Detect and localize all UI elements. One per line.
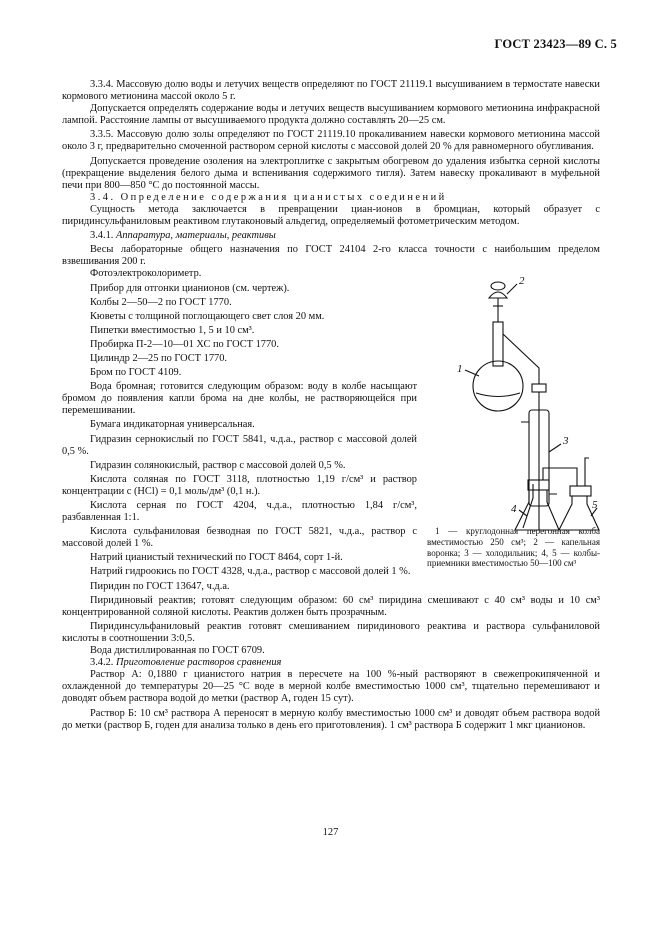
distillation-apparatus-drawing [427, 272, 600, 532]
leader-line-2 [507, 284, 517, 294]
figure-label-3: 3 [563, 435, 569, 448]
list-item: Цилиндр 2—25 по ГОСТ 1770. [90, 352, 228, 364]
paragraph-3-3-5: 3.3.5. Массовую долю золы определяют по ГОСТ 21119.10 прокаливанием навески кормового метионина массой около 3 г, предварительно смоченной раствором серной кислоты с массовой долей 20 % для равномерного обугливания. [62, 129, 600, 153]
list-item: Фотоэлектроколориметр. [90, 268, 202, 280]
figure-caption [427, 526, 600, 568]
section-3-4-1-number: 3.4.1. [90, 230, 114, 242]
list-item: Пиридин по ГОСТ 13647, ч.д.а. [90, 580, 230, 592]
condenser-top-joint [532, 384, 546, 392]
list-item: Бумага индикаторная универсальная. [90, 419, 255, 431]
paragraph-method-essence: Сущность метода заключается в превращении циан-ионов в бромциан, который образует с пиридинсульфаниловым реактивом глутаконовый альдегид, определяемый фотометрическим методом. [62, 203, 600, 228]
list-item: Гидразин сернокислый по ГОСТ 5841, ч.д.а., раствор с массовой долей 0,5 %. [62, 433, 417, 457]
list-item: Прибор для отгонки цианионов (см. чертеж). [90, 282, 290, 294]
section-3-4-2-number: 3.4.2. [90, 657, 114, 669]
round-bottom-flask [473, 361, 523, 411]
funnel-stopper [491, 282, 505, 290]
list-item: Вода бромная; готовится следующим образом: воду в колбе насыщают бромом до появления капли брома на дне колбы, не растворяющейся при перемешивании. [62, 381, 417, 417]
section-3-4-1-title: Аппаратура, материалы, реактивы [116, 230, 276, 242]
list-item: Гидразин солянокислый, раствор с массовой долей 0,5 %. [90, 459, 346, 471]
list-item: Кислота соляная по ГОСТ 3118, плотностью 1,19 г/см³ и раствор концентрации c (HCl) = 0,1 моль/дм³ (0,1 н.). [62, 473, 417, 497]
paragraph-allowed-ir: Допускается определять содержание воды и летучих веществ высушиванием кормового метионина инфракрасной лампой. Расстояние лампы от высушиваемого продукта должно составлять 20—25 см. [62, 103, 600, 127]
running-header: ГОСТ 23423—89 С. 5 [494, 37, 617, 51]
section-3-4-2-title: Приготовление растворов сравнения [116, 657, 282, 669]
list-item: Кислота серная по ГОСТ 4204, ч.д.а., плотностью 1,84 г/см³, разбавленная 1:1. [62, 500, 417, 524]
flask-liquid-level [476, 393, 520, 397]
list-item: Кюветы с толщиной поглощающего свет слоя 20 мм. [90, 310, 325, 322]
figure-label-1: 1 [457, 363, 463, 376]
paragraph-pyridine-sulfanil: Пиридинсульфаниловый реактив готовят смешиванием пиридинового реактива и раствора сульфаниловой кислоты в соотношении 3:0,5. [62, 620, 600, 644]
figure-caption-text: 1 — круглодонная перегонная колба вместимостью 250 см³; 2 — капельная воронка; 3 — холодильник; 4, 5 — колбы-приемники вместимостью 50—100 см³ [427, 526, 600, 569]
figure-label-4: 4 [511, 503, 517, 516]
connecting-tube [543, 468, 577, 486]
list-item: Натрий цианистый технический по ГОСТ 8464, сорт 1-й. [90, 552, 343, 564]
equipment-with-figure [62, 268, 600, 578]
flask-neck [493, 322, 503, 366]
equipment-list [62, 268, 417, 578]
section-3-4-title: 3.4. Определение содержания цианистых соединений [90, 191, 447, 203]
receiver-flask-4 [515, 490, 559, 530]
figure-label-5: 5 [592, 499, 598, 512]
vent-tube [585, 458, 589, 486]
list-item: Колбы 2—50—2 по ГОСТ 1770. [90, 296, 232, 308]
page-number: 127 [322, 827, 339, 838]
section-3-4-2-heading [62, 657, 600, 669]
dropping-funnel-body [489, 292, 507, 298]
list-item: Пипетки вместимостью 1, 5 и 10 см³. [90, 324, 255, 336]
section-3-4-1-heading [62, 230, 600, 242]
paragraph-allowed-ash: Допускается проведение озоления на электроплитке с закрытым обогревом до удаления избытка серной кислоты (прекращение выделения белого дыма и вспенивания содержимого тигля). Затем навеску прокаливают в муфельной печи при 800—850 °С до постоянной массы. [62, 155, 600, 191]
document-body [62, 79, 600, 732]
paragraph-distilled-water: Вода дистиллированная по ГОСТ 6709. [90, 645, 265, 657]
list-item: Пробирка П-2—10—01 ХС по ГОСТ 1770. [90, 338, 279, 350]
paragraph-solution-b: Раствор Б: 10 см³ раствора А переносят в мерную колбу вместимостью 1000 см³ и доводят объем раствора водой до метки (раствор Б, годен для анализа только в день его приготовления). 1 см³ раствора Б содержит 1 мкг цианионов. [62, 707, 600, 731]
leader-line-3 [549, 444, 561, 452]
paragraph-scales: Весы лабораторные общего назначения по ГОСТ 24104 2-го класса точности с наибольшим пределом взвешивания 200 г. [62, 244, 600, 268]
figure-label-2: 2 [519, 275, 525, 288]
paragraph-3-3-4: 3.3.4. Массовую долю воды и летучих веществ определяют по ГОСТ 21119.1 высушиванием в термостате навески кормового метионина массой около 5 г. [62, 79, 600, 103]
list-item: Кислота сульфаниловая безводная по ГОСТ 5821, ч.д.а., раствор с массовой долей 1 %. [62, 526, 417, 550]
paragraph-solution-a: Раствор А: 0,1880 г цианистого натрия в пересчете на 100 %-ный растворяют в свежепрокипяченной и охлажденной до температуры 20—25 °С воде в мерной колбе вместимостью 1000 см³, тщательно перемешивают и доводят объем раствора водой до метки (раствор А, годен 15 сут). [62, 669, 600, 705]
receiver-flask-5-stopper [570, 486, 591, 496]
list-item: Натрий гидроокись по ГОСТ 4328, ч.д.а., раствор с массовой долей 1 %. [90, 566, 411, 578]
list-item: Бром по ГОСТ 4109. [90, 367, 182, 379]
paragraph-pyridine-reagent: Пиридиновый реактив; готовят следующим образом: 60 см³ пиридина смешивают с 40 см³ воды и 10 см³ концентрированной соляной кислоты. Реактив должен быть прозрачным. [62, 594, 600, 618]
